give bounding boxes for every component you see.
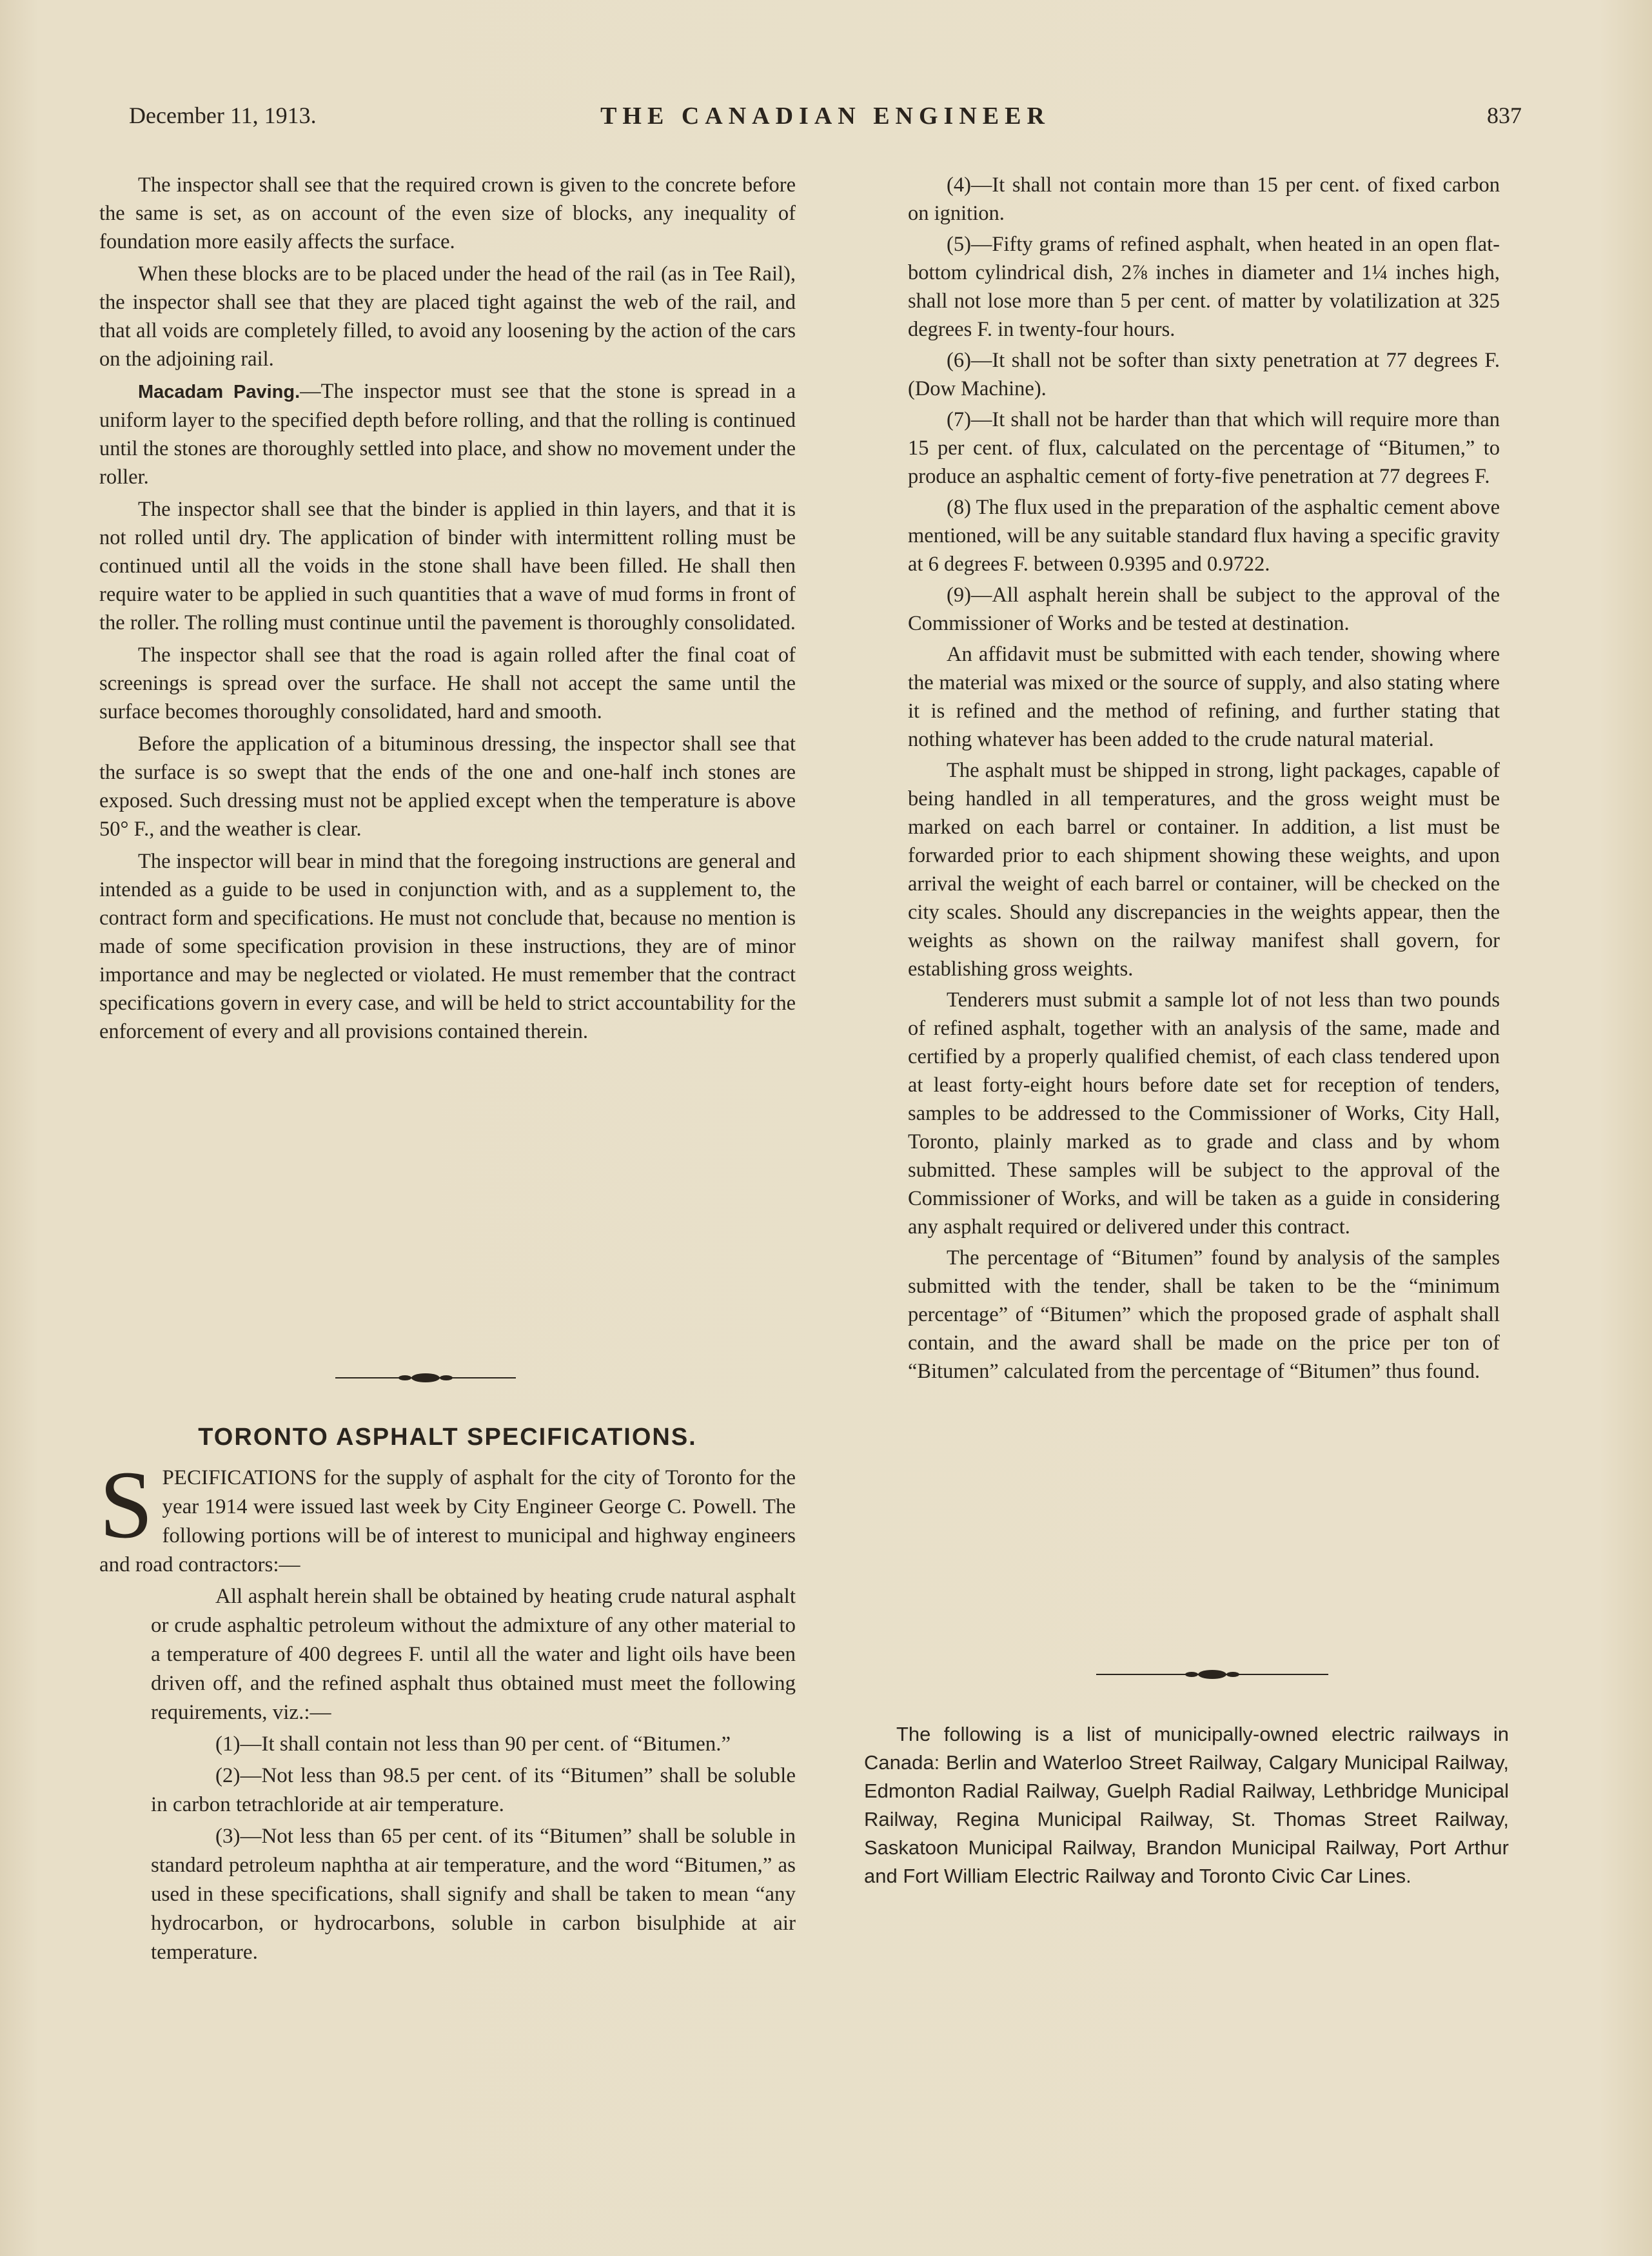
article-body [99,1451,796,1970]
paragraph: The inspector will bear in mind that the foregoing instructions are general and intended as a guide to be used in conjunction with, and as a supplement to, the contract form and specifications. He must not conclude that, because no mention is made of some specification provision in these instructions, they are of minor importance and may be neglected or violated. He must remember that the contract specifications govern in every case, and will be held to strict accountability for the enforcement of every and all provisions contained therein. [99,850,796,1043]
paragraph: When these blocks are to be placed under the head of the rail (as in Tee Rail), the inspector shall see that they are placed tight against the web of the rail, and that all voids are completely filled, to avoid any loosening by the action of the cars on the adjoining rail. [99,262,796,371]
spec-item-5: (5)—Fifty grams of refined asphalt, when heated in an open flat-bottom cylindrical dish, 2⅞ inches in diameter and 1¼ inches high, shall not lose more than 5 per cent. of matter by volatilization at 325 degrees F. in twenty-four hours. [908,233,1500,341]
spec-paragraph: All asphalt herein shall be obtained by heating crude natural asphalt or crude asphaltic petroleum without the admixture of any other material to a temperature of 400 degrees F. until all the water and light oils have been driven off, and the refined asphalt thus obtained must meet the following requirements, viz.:— [151,1585,796,1724]
paragraph: The inspector shall see that the binder is applied in thin layers, and that it is not rolled until dry. The application of binder with intermittent rolling must be continued until all the voids in the stone shall have been filled. He shall then require water to be applied in such quantities that a wave of mud forms in front of the roller. The rolling must continue until the pavement is thoroughly consolidated. [99,498,796,634]
journal-title: THE CANADIAN ENGINEER [600,103,1050,130]
article-title: TORONTO ASPHALT SPECIFICATIONS. [198,1424,697,1451]
spec-item-1: (1)—It shall contain not less than 90 per cent. of “Bitumen.” [215,1732,731,1756]
run-in-heading: Macadam Paving. [138,382,300,402]
section-divider-ornament [335,1370,516,1386]
page-header [129,102,1522,141]
spec-item-3: (3)—Not less than 65 per cent. of its “Bitumen” shall be soluble in standard petroleum naphtha at air temperature, and the word “Bitumen,” as used in these specifications, shall signify and shall be taken to mean “any hydrocarbon, or hydrocarbons, soluble in carbon bisulphide at air temperature. [151,1825,796,1964]
right-column [908,171,1500,1388]
paragraph-text: —The inspector must see that the stone is spread in a uniform layer to the specified depth before rolling, and that the rolling is continued until the stones are thoroughly settled into place, and show no movement under the roller. [99,380,796,489]
paragraph-tenderers: Tenderers must submit a sample lot of not less than two pounds of refined asphalt, together with an analysis of the same, made and certified by a properly qualified chemist, of each class tendered upon at least forty-eight hours before date set for reception of tenders, samples to be addressed to the Commissioner of Works, City Hall, Toronto, plainly marked as to grade and class and by whom submitted. These samples will be subject to the approval of the Commissioner of Works, and will be taken as a guide in considering any asphalt required or delivered under this contract. [908,988,1500,1239]
spec-item-2: (2)—Not less than 98.5 per cent. of its “Bitumen” shall be soluble in carbon tetrachloride at air temperature. [151,1764,796,1816]
paragraph-affidavit: An affidavit must be submitted with each tender, showing where the material was mixed or the source of supply, and also stating where it is refined and the method of refining, and further stating that nothing whatever has been added to the crude natural material. [908,643,1500,751]
section-divider-ornament [1096,1667,1328,1682]
railway-note [864,1720,1509,1890]
left-column [99,171,796,1050]
spec-item-4: (4)—It shall not contain more than 15 per cent. of fixed carbon on ignition. [908,173,1500,225]
paragraph-macadam [99,377,796,491]
note-text: The following is a list of municipally-owned electric railways in Canada: Berlin and Waterloo Street Railway, Calgary Municipal Railway, Edmonton Radial Railway, Guelph Radial Railway, Lethbridge Municipal Railway, Regina Municipal Railway, St. Thomas Street Railway, Saskatoon Municipal Railway, Brandon Municipal Railway, Port Arthur and Fort William Electric Railway and Toronto Civic Car Lines. [864,1723,1509,1887]
paragraph: Before the application of a bituminous dressing, the inspector shall see that the surface is so swept that the ends of the one and one-half inch stones are exposed. Such dressing must not be applied except when the temperature is above 50° F., and the weather is clear. [99,732,796,841]
paragraph: The inspector shall see that the required crown is given to the concrete before the same is set, as on account of the even size of blocks, any inequality of foundation more easily affects the surface. [99,173,796,253]
issue-date: December 11, 1913. [129,103,317,128]
drop-cap: S [99,1451,153,1558]
spec-item-8: (8) The flux used in the preparation of the asphaltic cement above mentioned, will be any suitable standard flux having a specific gravity at 6 degrees F. between 0.9395 and 0.9722. [908,496,1500,576]
spec-item-6: (6)—It shall not be softer than sixty penetration at 77 degrees F. (Dow Machine). [908,349,1500,400]
spec-item-7: (7)—It shall not be harder than that which will require more than 15 per cent. of flux, calculated on the percentage of “Bitumen,” to produce an asphaltic cement of forty-five penetration at 77 degrees F. [908,408,1500,488]
paragraph-shipping: The asphalt must be shipped in strong, light packages, capable of being handled in all temperatures, and the gross weight must be marked on each barrel or container. In addition, a list must be forwarded prior to each shipment showing these weights, and upon arrival the weight of each barrel or container, will be checked on the city scales. Should any discrepancies in the weights appear, then the weights as shown on the railway manifest shall govern, for establishing gross weights. [908,759,1500,981]
article-intro [99,1451,796,1580]
paragraph: The inspector shall see that the road is again rolled after the final coat of screenings is spread over the surface. He shall not accept the same until the surface becomes thoroughly consolidated, hard and smooth. [99,643,796,723]
intro-text: PECIFICATIONS for the supply of asphalt for the city of Toronto for the year 1914 were issued last week by City Engineer George C. Powell. The following portions will be of interest to municipal and highway engineers and road contractors:— [99,1466,796,1576]
paragraph-percentage: The percentage of “Bitumen” found by analysis of the samples submitted with the tender, shall be taken to be the “minimum percentage” of “Bitumen” which the proposed grade of asphalt shall contain, and the award shall be made on the price per ton of “Bitumen” calculated from the percentage of “Bitumen” thus found. [908,1246,1500,1383]
spec-item-9: (9)—All asphalt herein shall be subject to the approval of the Commissioner of Works and be tested at destination. [908,584,1500,635]
page-number: 837 [1487,103,1522,128]
